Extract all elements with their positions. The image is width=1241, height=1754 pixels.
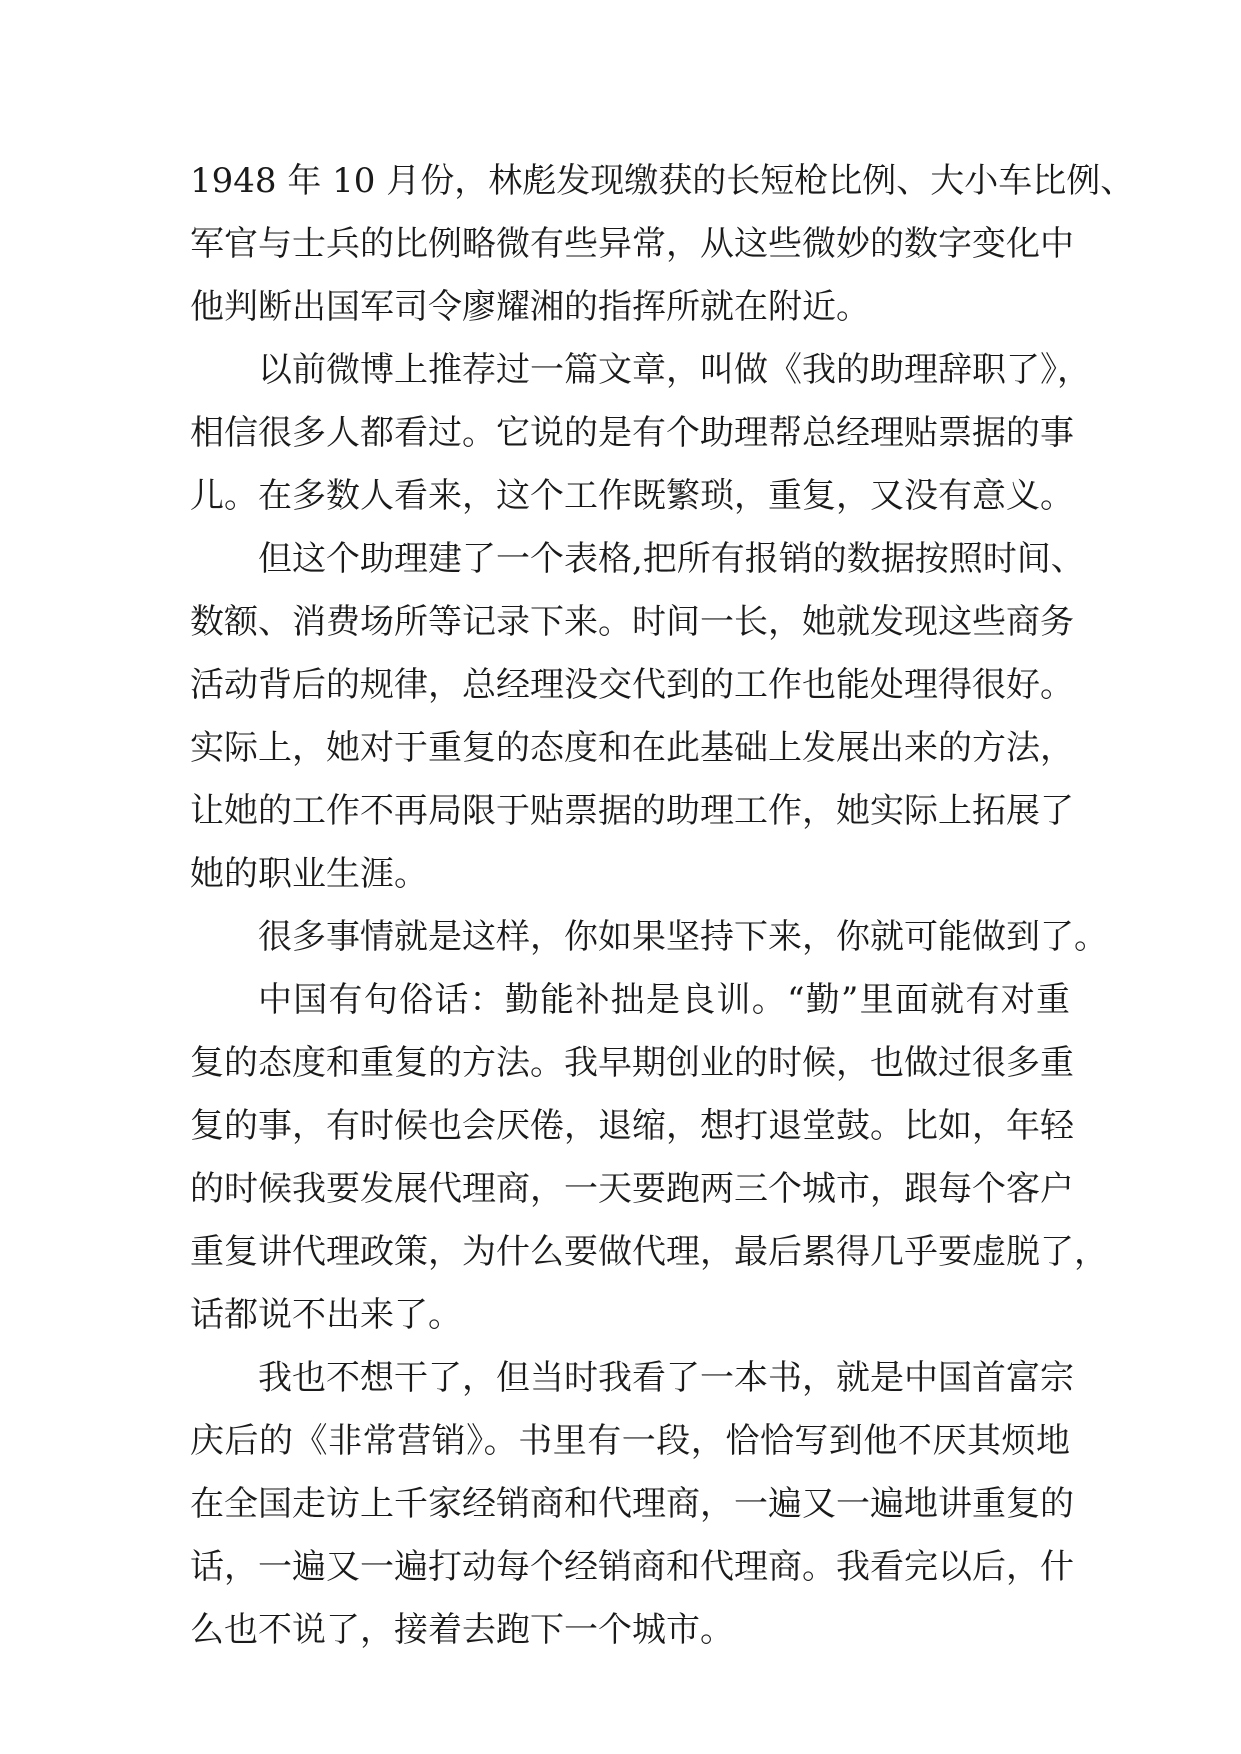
paragraph-2-line-3: 儿。在多数人看来，这个工作既繁琐，重复，又没有意义。 — [190, 476, 1074, 516]
document-body — [190, 150, 1135, 1662]
paragraph-6-line-3: 在全国走访上千家经销商和代理商，一遍又一遍地讲重复的 — [190, 1484, 1074, 1524]
paragraph-6-line-2: 庆后的《非常营销》。书里有一段，恰恰写到他不厌其烦地 — [190, 1421, 1070, 1461]
paragraph-3-line-2: 数额、消费场所等记录下来。时间一长，她就发现这些商务 — [190, 602, 1074, 642]
paragraph-6-line-5: 么也不说了，接着去跑下一个城市。 — [190, 1610, 734, 1650]
paragraph-2-line-1: 以前微博上推荐过一篇文章，叫做《我的助理辞职了》， — [258, 350, 1091, 390]
paragraph-6-line-4: 话，一遍又一遍打动每个经销商和代理商。我看完以后，什 — [190, 1547, 1074, 1587]
paragraph-5-line-5: 重复讲代理政策，为什么要做代理，最后累得几乎要虚脱了， — [190, 1232, 1108, 1272]
paragraph-3-line-3: 活动背后的规律，总经理没交代到的工作也能处理得很好。 — [190, 665, 1074, 705]
paragraph-2-line-2: 相信很多人都看过。它说的是有个助理帮总经理贴票据的事 — [190, 413, 1074, 453]
paragraph-5-line-6: 话都说不出来了。 — [190, 1295, 462, 1335]
paragraph-3-line-5: 让她的工作不再局限于贴票据的助理工作，她实际上拓展了 — [190, 791, 1074, 831]
paragraph-1-line-1: 1948 年 10 月份，林彪发现缴获的长短枪比例、大小车比例、 — [190, 161, 1135, 201]
paragraph-5-line-4: 的时候我要发展代理商，一天要跑两三个城市，跟每个客户 — [190, 1169, 1074, 1209]
paragraph-1-line-3: 他判断出国军司令廖耀湘的指挥所就在附近。 — [190, 287, 870, 327]
paragraph-5-line-1: 中国有句俗话：勤能补拙是良训。“勤”里面就有对重 — [258, 980, 1070, 1020]
paragraph-3-line-4: 实际上，她对于重复的态度和在此基础上发展出来的方法， — [190, 728, 1074, 768]
paragraph-5-line-2: 复的态度和重复的方法。我早期创业的时候，也做过很多重 — [190, 1043, 1074, 1083]
paragraph-1-line-2: 军官与士兵的比例略微有些异常，从这些微妙的数字变化中 — [190, 224, 1074, 264]
paragraph-6-line-1: 我也不想干了，但当时我看了一本书，就是中国首富宗 — [258, 1358, 1074, 1398]
paragraph-3-line-6: 她的职业生涯。 — [190, 854, 428, 894]
paragraph-4-line-1: 很多事情就是这样，你如果坚持下来，你就可能做到了。 — [258, 917, 1108, 957]
paragraph-5-line-3: 复的事，有时候也会厌倦，退缩，想打退堂鼓。比如，年轻 — [190, 1106, 1074, 1146]
paragraph-3-line-1: 但这个助理建了一个表格,把所有报销的数据按照时间、 — [258, 539, 1085, 579]
